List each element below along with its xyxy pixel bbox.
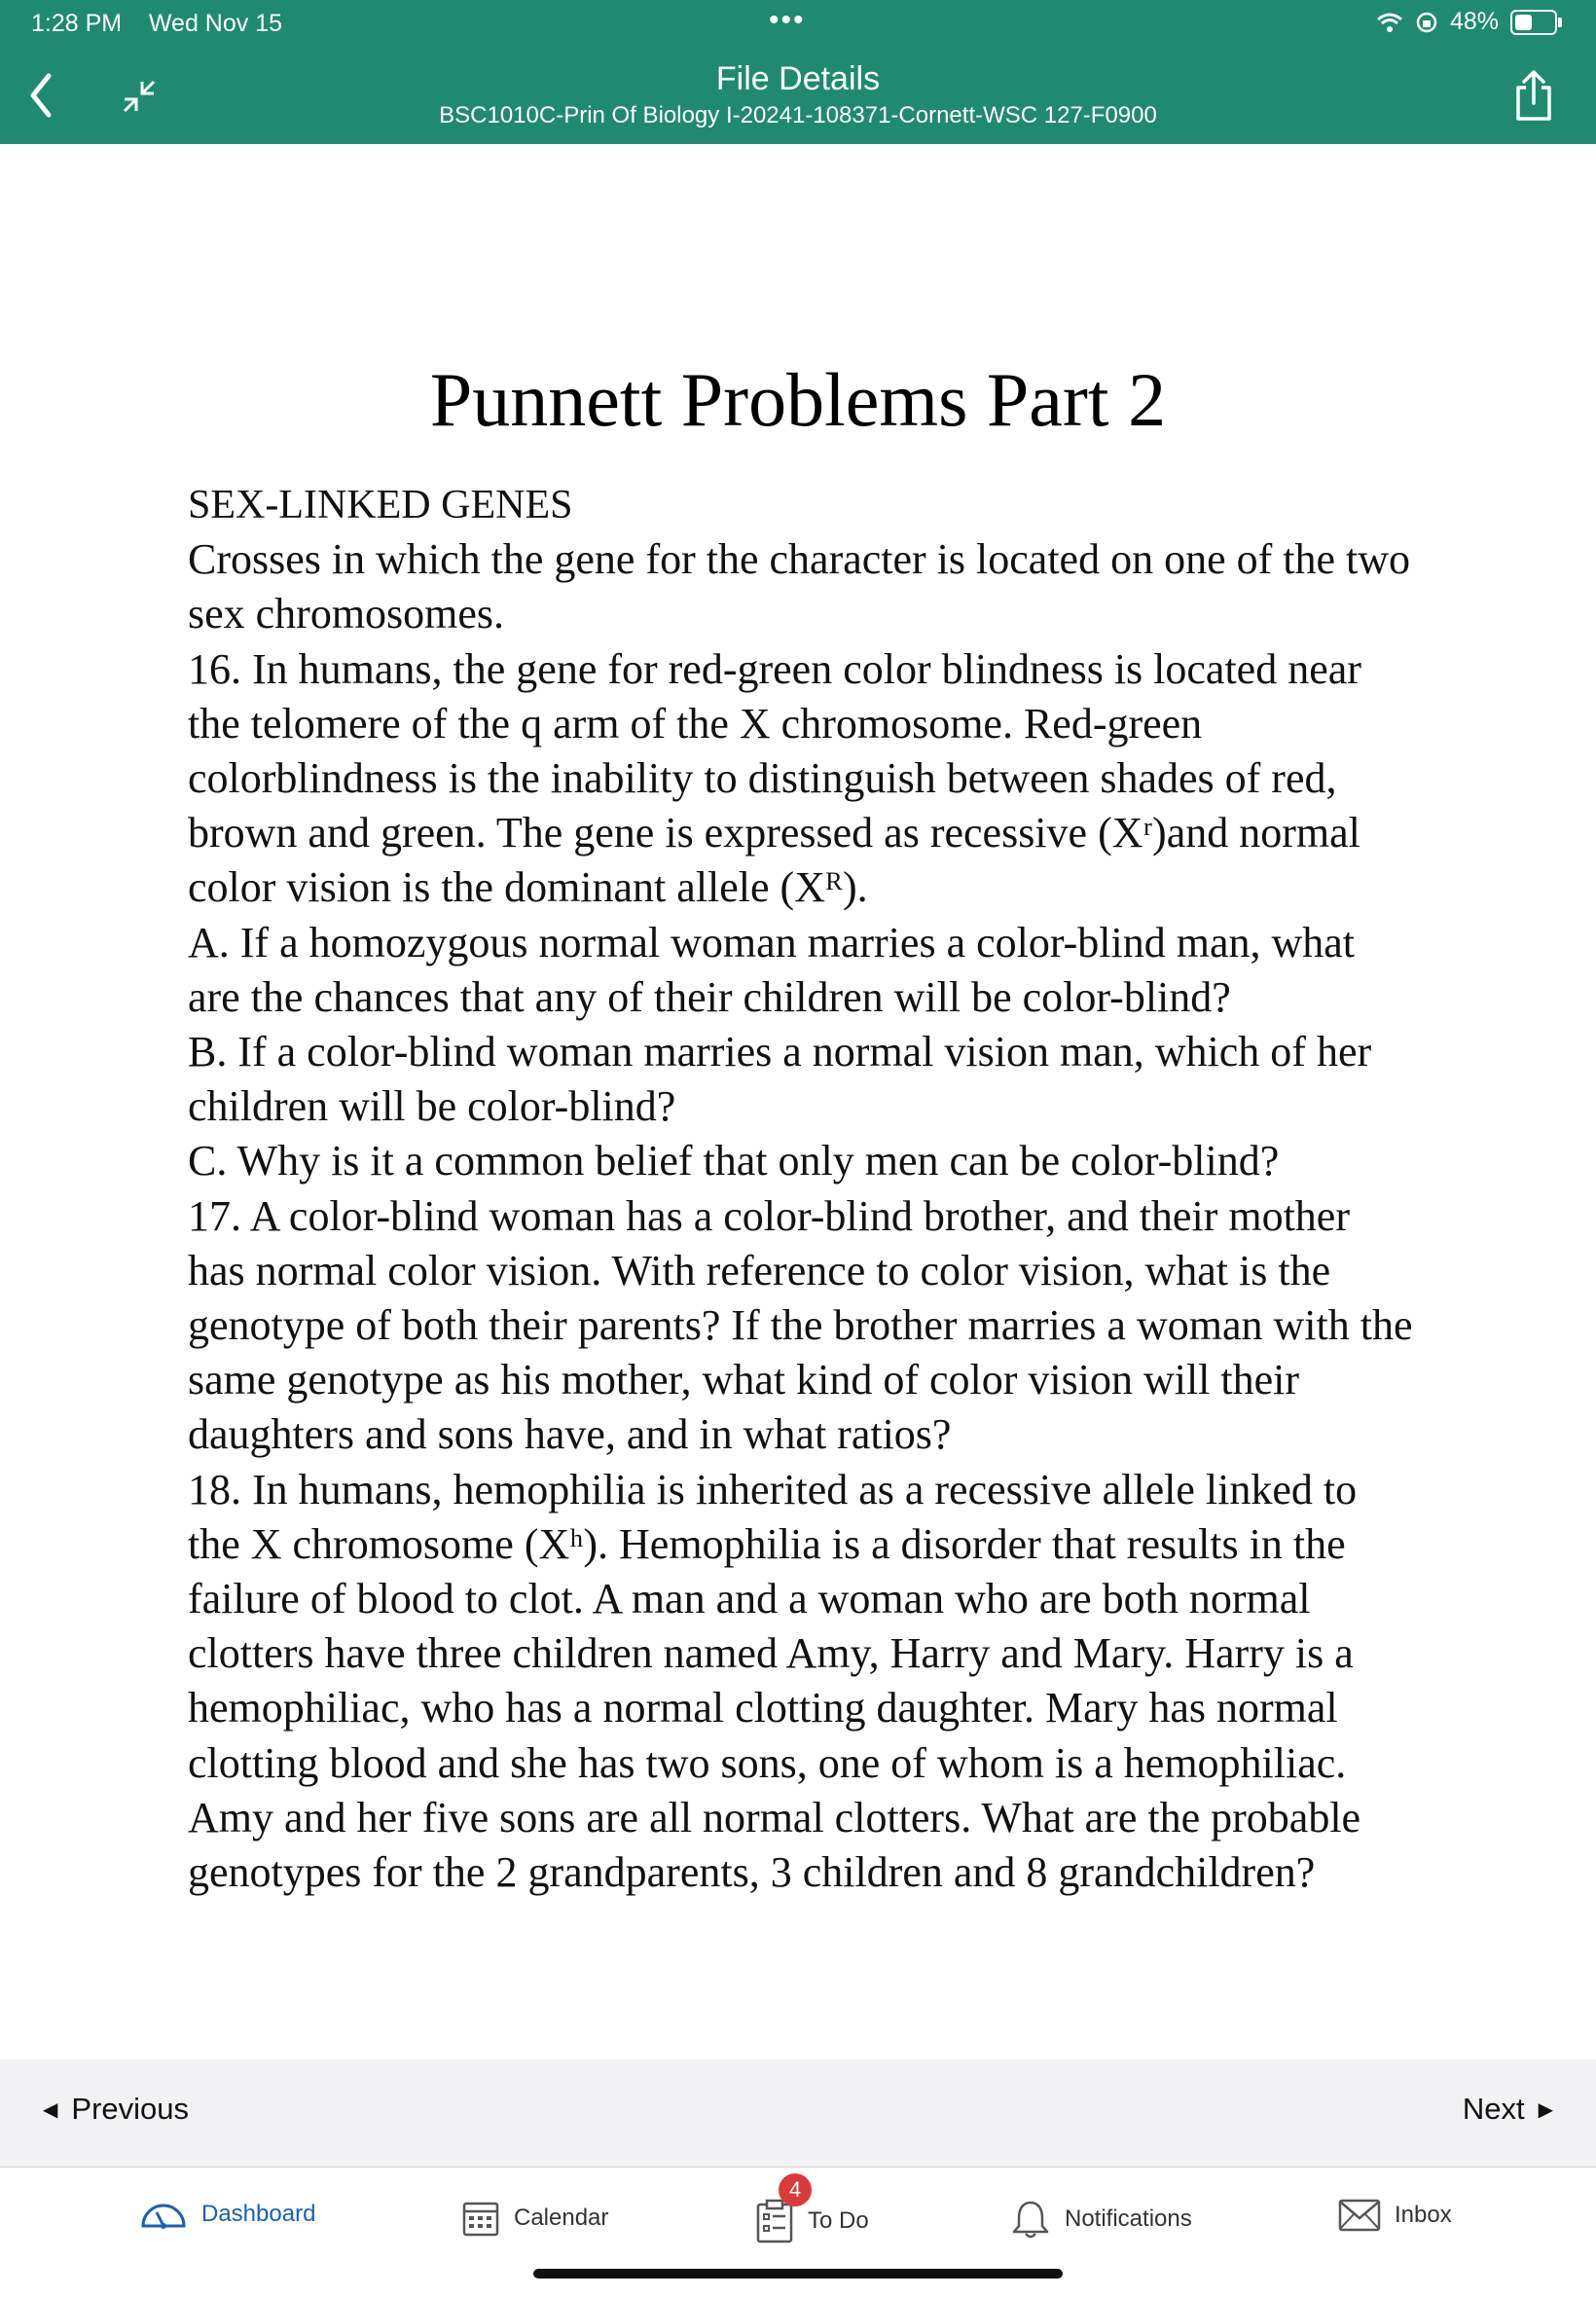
tab-notifications-label: Notifications [1065,2206,1192,2232]
share-icon[interactable] [1512,68,1555,123]
next-label: Next [1462,2092,1525,2126]
todo-count-badge: 4 [779,2173,812,2206]
bell-icon [1010,2199,1051,2240]
section-heading: SEX-LINKED GENES [188,483,573,528]
course-subtitle: BSC1010C-Prin Of Biology I-20241-108371-Cornett-WSC 127-F0900 [439,102,1157,128]
tab-dashboard[interactable] [139,2199,315,2230]
tab-inbox-label: Inbox [1395,2202,1452,2228]
tab-calendar-label: Calendar [514,2205,609,2231]
page-title: File Details [715,60,881,97]
multitasking-dots-icon[interactable]: ••• [769,4,806,36]
paragraph: A. If a homozygous normal woman marries a color-blind man, what are the chances that any of their children will be color-blind? [188,918,1356,1021]
tab-calendar[interactable] [461,2199,608,2238]
tab-todo-label: To Do [808,2207,869,2234]
status-date: Wed Nov 15 [148,10,283,37]
calendar-icon [461,2199,500,2238]
document-viewer[interactable] [0,144,1596,2060]
paragraph: B. If a color-blind woman marries a normal vision man, which of her children will be color-blind? [188,1028,1372,1131]
paragraph: 17. A color-blind woman has a color-blind brother, and their mother has normal color vision. With reference to color vision, what is the genotype of both their parents? If the brother marries a woman with the same genotype as his mother, what kind of color vision will their daughters and sons have, and in what ratios? [188,1191,1413,1459]
next-button[interactable] [1463,2092,1553,2127]
paragraph: C. Why is it a common belief that only men can be color-blind? [188,1137,1280,1185]
document-body [188,478,1414,1900]
previous-button[interactable] [43,2092,189,2127]
app-header [0,0,1596,144]
battery-icon [1510,10,1557,35]
paragraph: Crosses in which the gene for the character is located on one of the two sex chromosomes. [188,535,1411,638]
tab-todo[interactable] [755,2199,869,2243]
mail-icon [1338,2199,1381,2232]
paragraph: 16. In humans, the gene for red-green color blindness is located near the telomere of the q arm of the X chromosome. Red-green colorblindness is the inability to distinguish between shades of red, brown and green. The gene is expressed as recessive (Xʳ)and normal color vision is the dominant allele (Xᴿ). [188,644,1361,912]
home-indicator[interactable] [533,2269,1063,2279]
previous-label: Previous [71,2092,189,2126]
document-title: Punnett Problems Part 2 [429,357,1167,442]
status-indicators [1376,8,1557,36]
tab-inbox[interactable] [1338,2199,1452,2232]
rotation-lock-icon [1415,11,1438,34]
paragraph: 18. In humans, hemophilia is inherited as a recessive allele linked to the X chromosome (Xʰ). Hemophilia is a disorder that results in the failure of blood to clot. A man and a woman who are both normal clotters have three children named Amy, Harry and Mary. Harry is a hemophiliac, who has a normal clotting daughter. Mary has normal clotting blood and she has two sons, one of whom is a hemophiliac. Amy and her five sons are all normal clotters. What are the probable genotypes for the 2 grandparents, 3 children and 8 grandchildren? [188,1465,1361,1897]
caret-left-icon: ◀ [43,2098,58,2121]
status-clock: 1:28 PM [31,10,123,37]
caret-right-icon: ▶ [1538,2098,1553,2121]
file-pager [0,2060,1596,2168]
dashboard-icon [139,2199,188,2230]
tab-notifications[interactable] [1010,2199,1192,2240]
wifi-icon [1376,12,1403,33]
tab-dashboard-label: Dashboard [201,2201,316,2227]
battery-percent: 48% [1449,8,1499,35]
status-time [31,10,282,38]
